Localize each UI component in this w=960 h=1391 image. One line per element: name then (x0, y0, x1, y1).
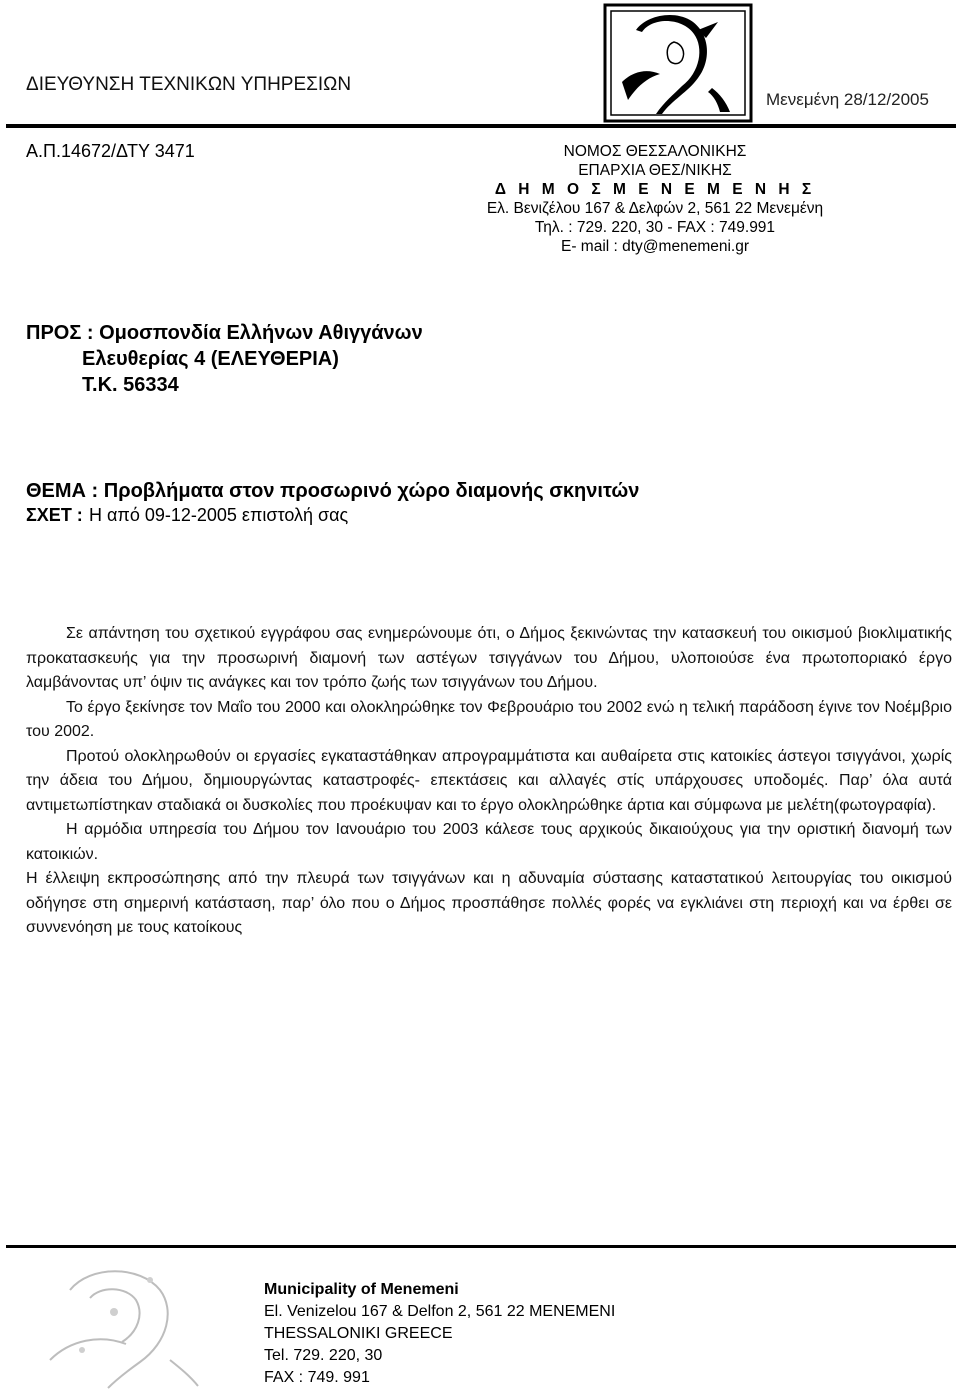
reference-label: ΣΧΕΤ : (26, 505, 83, 525)
paragraph-5: Η έλλειψη εκπροσώπησης από την πλευρά των τσιγγάνων και η αδυναμία σύστασης καταστατικού λειτουργίας του οικισμού οδήγησε στη σημερινή κατάσταση, παρ’ όλο που ο Δήμος προσπάθησε πολλές φορές να εγκλιάνει στη περιοχή και να έρθει σε συννενόηση με τους κατοίκους (26, 870, 952, 936)
department-name: ΔΙΕΥΘΥΝΣΗ ΤΕΧΝΙΚΩΝ ΥΠΗΡΕΣΙΩΝ (26, 74, 352, 95)
footer-divider (6, 1245, 956, 1248)
footer-city: THESSALONIKI GREECE (264, 1325, 453, 1342)
recipient-street: Ελευθερίας 4 (ΕΛΕΥΘΕΡΙΑ) (82, 348, 339, 370)
protocol-number: Α.Π.14672/ΔΤΥ 3471 (26, 141, 195, 161)
paragraph-4: Η αρμόδια υπηρεσία του Δήμου τον Ιανουάριο του 2003 κάλεσε τους αρχικούς δικαιούχους για την οριστική διανομή των κατοικιών. (26, 821, 952, 863)
address-line: Ελ. Βενιζέλου 167 & Δελφών 2, 561 22 Μενεμένη (486, 200, 824, 217)
prefecture-line: ΝΟΜΟΣ ΘΕΣΣΑΛΟΝΙΚΗΣ (563, 143, 747, 160)
footer-municipality-name: Municipality of Menemeni (264, 1281, 459, 1298)
document-date: Μενεμένη 28/12/2005 (766, 90, 929, 109)
municipality-line: Δ Η Μ Ο Σ Μ Ε Ν Ε Μ Ε Ν Η Σ (494, 181, 816, 198)
subject-line: ΘΕΜΑ : Προβλήματα στον προσωρινό χώρο διαμονής σκηνιτών (26, 480, 640, 502)
reference-line (26, 505, 348, 526)
letter-body (26, 622, 952, 941)
footer-address: El. Venizelou 167 & Delfon 2, 561 22 MENEMENI (264, 1303, 616, 1320)
footer-phone: Tel. 729. 220, 30 (264, 1347, 383, 1364)
province-line: ΕΠΑΡΧΙΑ ΘΕΣ/ΝΙΚΗΣ (578, 162, 732, 179)
recipient-name: ΠΡΟΣ : Ομοσπονδία Ελλήνων Αθιγγάνων (26, 322, 423, 344)
bird-watermark-icon (30, 1250, 230, 1390)
phone-line: Τηλ. : 729. 220, 30 - FAX : 749.991 (534, 219, 776, 236)
reference-text: Η από 09-12-2005 επιστολή σας (89, 505, 349, 525)
recipient-postcode: Τ.Κ. 56334 (82, 374, 179, 396)
recipient-block (26, 320, 423, 398)
footer-contact (264, 1279, 615, 1389)
organization-block (420, 142, 890, 256)
paragraph-3: Προτού ολοκληρωθούν οι εργασίες εγκαταστάθηκαν απρογραμμάτιστα και αυθαίρετα στις κατοικίες άστεγοι τσιγγάνοι, χωρίς την άδεια του Δήμου, δημιουργώντας καταστροφές- επεκτάσεις και αλλαγές στίς υπάρχουσες υποδομές. Παρ’ όλα αυτά αντιμετωπίστηκαν σταδιακά οι δυσκολίες που προέκυψαν και το έργο ολοκληρώθηκε άρτια και σύμφωνα με μελέτη(φωτογραφία). (26, 747, 952, 814)
footer-fax: FAX : 749. 991 (264, 1369, 370, 1386)
paragraph-1: Σε απάντηση του σχετικού εγγράφου σας ενημερώνουμε ότι, ο Δήμος ξεκινώντας την κατασκευή του οικισμού βιοκλιματικής προκατασκευής για την προσωρινή διαμονή των αστέγων τσιγγάνων του Δήμου, υλοποιούσε ένα πρωτοποριακό έργο λαμβάνοντας υπ’ όψιν τις ανάγκες και τον τρόπο ζωής των τσιγγάνων του Δήμου. (26, 625, 952, 691)
menemeni-emblem-icon (602, 2, 754, 124)
header-divider (6, 124, 956, 128)
email-line: E- mail : dty@menemeni.gr (560, 238, 749, 255)
paragraph-2: Το έργο ξεκίνησε τον Μαΐο του 2000 και ολοκληρώθηκε τον Φεβρουάριο του 2002 ενώ η τελική παράδοση έγινε τον Νοέμβριο του 2002. (26, 698, 952, 740)
